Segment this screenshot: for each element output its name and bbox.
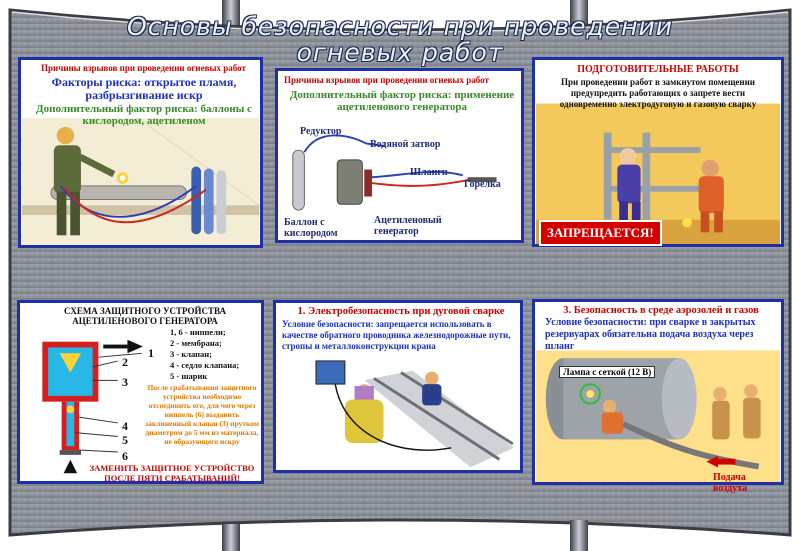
scheme-number-5: 5 — [122, 433, 128, 447]
scheme-number-6: 6 — [122, 449, 128, 463]
p1-header: Причины взрывов при проведении огневых работ — [41, 63, 246, 73]
p6-text: Условие безопасности: при сварке в закрытых резервуарах обязательна подача воздуха через шланг — [545, 317, 756, 352]
scheme-number-2: 2 — [122, 355, 128, 369]
scheme-number-4: 4 — [122, 419, 128, 433]
p6-header: 3. Безопасность в среде аэрозолей и газов — [563, 305, 759, 316]
p1-factors: Факторы риска: открытое пламя, разбрызгивание искр — [51, 75, 237, 102]
label-torch: Горелка — [464, 179, 501, 190]
p4-note: После срабатывания защитного устройства необходимо отсоединить его, для чего через ниппель (6) выдавить заклиненный клапан (3) прутком диаметром до 5 мм из материала, не образующего искру — [145, 383, 259, 446]
legend-item: 5 - шарик — [170, 371, 208, 381]
panel-explosion-causes — [18, 57, 263, 248]
air-supply-label: Подача воздуха — [713, 472, 748, 494]
label-water-valve: Водяной затвор — [370, 139, 441, 150]
scheme-number-1: 1 — [148, 346, 154, 360]
p4-warning: ЗАМЕНИТЬ ЗАЩИТНОЕ УСТРОЙСТВО ПОСЛЕ ПЯТИ СРАБАТЫВАНИЙ! — [89, 463, 255, 483]
label-acetylene-generator: Ацетиленовый генератор — [374, 215, 442, 237]
panel-arc-welding-safety — [273, 300, 523, 473]
panel-preparatory-work — [532, 57, 784, 247]
legend-item: 3 - клапан; — [170, 349, 213, 359]
panel-protective-device-scheme — [17, 300, 264, 484]
label-hoses: Шланги — [410, 167, 448, 178]
legend-item: 4 - седло клапана; — [170, 360, 240, 370]
legend-item: 2 - мембрана; — [170, 338, 222, 348]
scheme-number-3: 3 — [122, 375, 128, 389]
lamp-label: Лампа с сеткой (12 В) — [559, 366, 655, 378]
p2-additional: Дополнительный фактор риска: применение ацетиленового генератора — [289, 89, 515, 113]
p2-header: Причины взрывов при проведении огневых работ — [284, 75, 489, 85]
p3-text: При проведении работ в замкнутом помещении предупредить работающих о запрете вести одновременно электродуговую и газовую сварку — [559, 77, 757, 109]
panel-acetylene-generator — [275, 68, 524, 243]
panel-aerosol-gas-safety — [532, 299, 784, 494]
p5-text: Условие безопасности: запрещается использовать в качестве обратного проводника железнодорожные пути, стропы и металлоконструкции крана — [282, 319, 511, 351]
board-title-line1: Основы безопасности при проведении — [127, 12, 673, 41]
p1-additional: Дополнительный фактор риска: баллоны с кислородом, ацетиленом — [36, 103, 252, 127]
p4-title: СХЕМА ЗАЩИТНОГО УСТРОЙСТВА АЦЕТИЛЕНОВОГО ГЕНЕРАТОРА — [64, 306, 226, 326]
board-title-line2: огневых работ — [296, 38, 504, 67]
p3-header: ПОДГОТОВИТЕЛЬНЫЕ РАБОТЫ — [577, 64, 739, 75]
legend-item: 1, 6 - ниппели; — [170, 327, 226, 337]
p5-header: 1. Электробезопасность при дуговой сварке — [297, 306, 505, 317]
forbidden-banner: ЗАПРЕЩАЕТСЯ! — [539, 220, 662, 246]
label-reductor: Редуктор — [300, 126, 342, 137]
scheme-legend — [170, 327, 262, 382]
label-oxygen-cylinder: Баллон с кислородом — [284, 217, 338, 239]
